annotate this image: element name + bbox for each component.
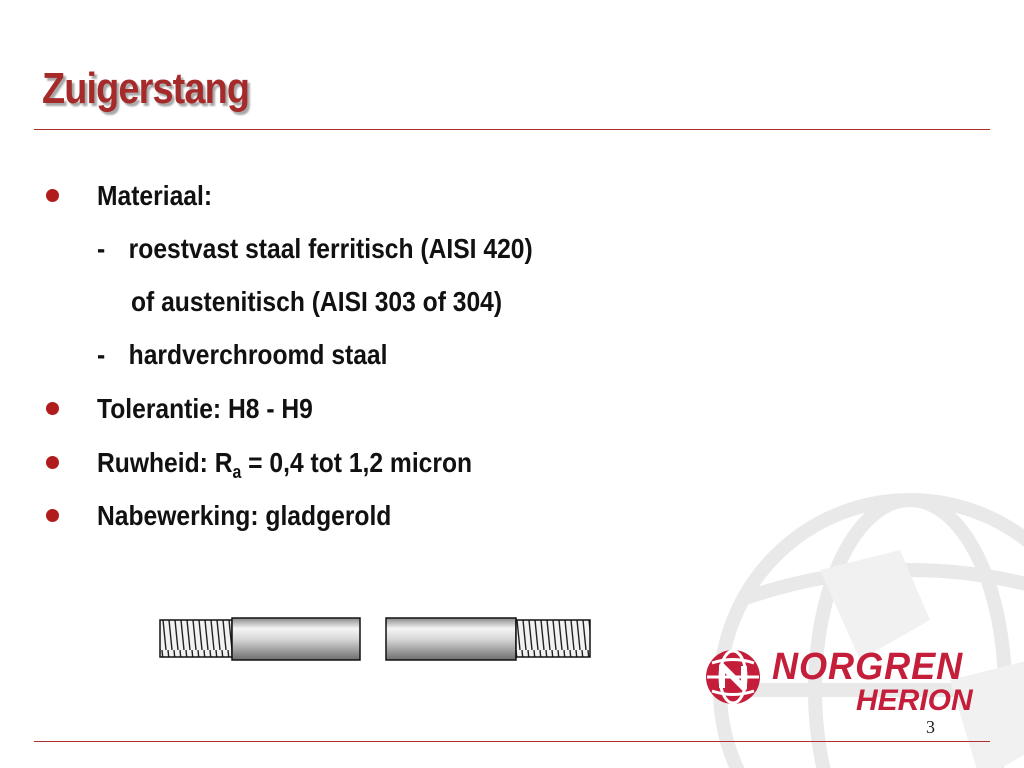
sub-item-hardverchroomd (97, 339, 387, 371)
bullet-ruwheid (97, 447, 473, 482)
logo-line2: HERION (856, 684, 973, 717)
bullet-dot (46, 189, 59, 202)
dash-marker: - (97, 339, 106, 370)
globe-watermark-icon (700, 480, 1024, 768)
piston-rod-illustration-icon (155, 610, 595, 666)
bullet-nabewerking: Nabewerking: gladgerold (97, 500, 392, 531)
bullet-dot (46, 509, 59, 522)
footer-divider (34, 741, 990, 742)
ruwheid-subscript: a (232, 462, 242, 482)
norgren-globe-logo-icon (704, 648, 762, 706)
bullet-dot (46, 456, 59, 469)
sub-item-austenitisch: of austenitisch (AISI 303 of 304) (131, 286, 503, 317)
logo-line1: NORGREN (772, 646, 964, 688)
dash-marker: - (97, 233, 106, 264)
slide-title: Zuigerstang (42, 64, 250, 113)
ruwheid-label: Ruwheid: R (97, 447, 233, 478)
page-number: 3 (926, 717, 935, 737)
sub-item-text: hardverchroomd staal (128, 339, 388, 370)
sub-item-ferritisch (97, 233, 533, 265)
bullet-materiaal: Materiaal: (97, 180, 213, 211)
bullet-tolerantie: Tolerantie: H8 - H9 (97, 393, 313, 424)
norgren-herion-logo (704, 646, 1004, 716)
ruwheid-value: = 0,4 tot 1,2 micron (241, 447, 473, 478)
sub-item-text: roestvast staal ferritisch (AISI 420) (128, 233, 533, 264)
title-divider (34, 129, 990, 130)
bullet-dot (46, 402, 59, 415)
